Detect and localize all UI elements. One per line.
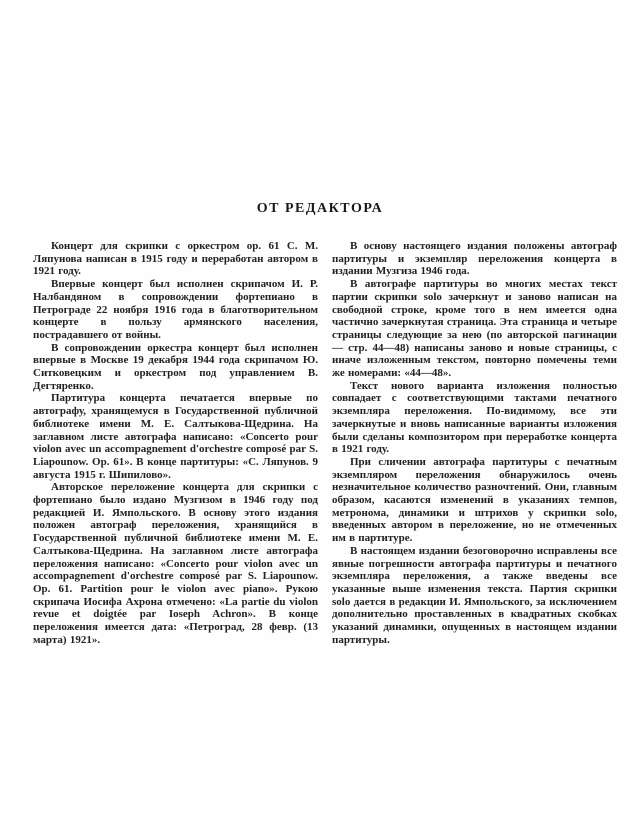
paragraph: В основу настоящего издания положены автограф партитуры и экземпляр переложения концерта в издании Музгиза 1946 года. bbox=[332, 240, 617, 278]
paragraph: При сличении автографа партитуры с печатным экземпляром переложения обнаружилось очень незначительное количество разночтений. Они, главным образом, касаются изменений в указаниях темпов, метронома, динамики и штрихов у скрипки solo, введенных автором в переложение, но не отмеченных им в партитуре. bbox=[332, 455, 617, 545]
paragraph: Текст нового варианта изложения полностью совпадает с соответствующими тактами печатного экземпляра переложения. По-видимому, все эти зачеркнутые и вновь написанные варианты изложения были сделаны композитором при переработке концерта в 1921 году. bbox=[332, 379, 617, 456]
text-column-right bbox=[332, 240, 617, 647]
paragraph: Концерт для скрипки с оркестром ор. 61 С. М. Ляпунова написан в 1915 году и переработан автором в 1921 году. bbox=[33, 240, 318, 278]
text-block bbox=[33, 240, 617, 647]
page-title: ОТ РЕДАКТОРА bbox=[256, 201, 384, 216]
paragraph: Впервые концерт был исполнен скрипачом И. Р. Налбандяном в сопровождении фортепиано в Петрограде 22 ноября 1916 года в благотворительном концерте в пользу армянского населения, пострадавшего от войны. bbox=[33, 278, 318, 341]
paragraph: В настоящем издании безоговорочно исправлены все явные погрешности автографа партитуры и печатного экземпляра переложения, а также введены все указанные выше изменения текста. Партия скрипки solo дается в редакции И. Ямпольского, за исключением дополнительно проставленных в квадратных скобках указаний динамики, опущенных в настоящем издании партитуры. bbox=[332, 544, 617, 646]
paragraph: В автографе партитуры во многих местах текст партии скрипки solo зачеркнут и заново написан на свободной строке, кроме того в нем имеется одна частично зачеркнутая страница. Эта страница и четыре страницы следующие за нею (по авторской пагинации — стр. 44—48) написаны заново и новые страницы, с иначе изложенным текстом, повторно помечены теми же номерами: «44—48». bbox=[332, 278, 617, 380]
text-column-left bbox=[33, 240, 318, 647]
paragraph: В сопровождении оркестра концерт был исполнен впервые в Москве 19 декабря 1944 года скрипачом Ю. Ситковецким и оркестром под управлением В. Дегтяренко. bbox=[33, 341, 318, 392]
paragraph: Авторское переложение концерта для скрипки с фортепиано было издано Музгизом в 1946 году под редакцией И. Ямпольского. В основу этого издания положен автограф переложения, хранящийся в Государственной публичной библиотеке имени М. Е. Салтыкова-Щедрина. На заглавном листе автографа переложения написано: «Concerto pour violon avec un accompagnement d'orchestre composé par S. Liapounow. Op. 61. Partition pour le violon avec piano». Рукою скрипача Иосифа Ахрона отмечено: «La partie du violon revue et doigtée par Ioseph Achron». В конце переложения имеется дата: «Петроград, 28 февр. (13 марта) 1921». bbox=[33, 481, 318, 646]
paragraph: Партитура концерта печатается впервые по автографу, хранящемуся в Государственной публичной библиотеке имени М. Е. Салтыкова-Щедрина. На заглавном листе автографа написано: «Concerto pour violon avec un accompagnement d'orchestre composé par S. Liapounow. Op. 61». В конце партитуры: «С. Ляпунов. 9 августа 1915 г. Шипилово». bbox=[33, 392, 318, 481]
